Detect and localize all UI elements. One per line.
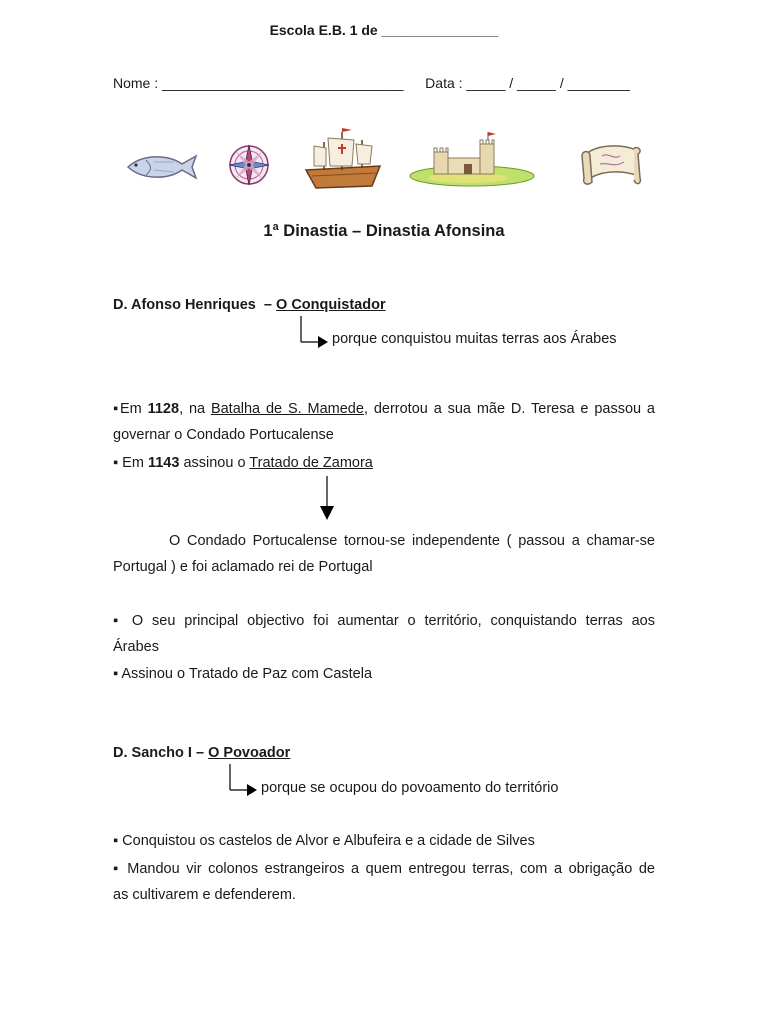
bullet: ▪ bbox=[113, 401, 120, 417]
paragraph-line: as cultivarem e defenderem. bbox=[113, 887, 296, 903]
king-heading bbox=[113, 292, 655, 318]
paragraph-line: Portugal ) e foi aclamado rei de Portugal bbox=[113, 559, 373, 575]
paragraph: ▪ Mandou vir colonos estrangeiros a quem entregou terras, com a obrigação de bbox=[113, 861, 655, 877]
scroll-map-icon bbox=[578, 140, 644, 190]
school-label: Escola E.B. 1 de bbox=[269, 22, 382, 38]
year: 1143 bbox=[147, 455, 180, 471]
date-sep: / bbox=[505, 75, 518, 91]
king-name: D. Afonso Henriques bbox=[113, 297, 256, 313]
date-blank-month: _____ bbox=[517, 75, 556, 91]
page-title: 1ª Dinastia – Dinastia Afonsina bbox=[263, 222, 505, 240]
name-blank: _______________________________ bbox=[162, 75, 404, 91]
paragraph bbox=[113, 396, 655, 422]
paragraph: O Condado Portucalense tornou-se independente ( passou a chamar-se bbox=[169, 533, 655, 549]
paragraph-line: Árabes bbox=[113, 639, 159, 655]
castle-icon bbox=[408, 132, 536, 188]
heading-sep: – bbox=[191, 745, 209, 761]
text: ▪ Em bbox=[113, 455, 148, 471]
text: assinou o bbox=[179, 455, 250, 471]
compass-rose-icon bbox=[224, 142, 274, 188]
text: Em bbox=[119, 401, 148, 417]
fish-icon bbox=[124, 150, 200, 184]
date-blank-year: ________ bbox=[567, 75, 630, 91]
text: , derrotou a sua mãe D. Teresa e passou a bbox=[363, 401, 655, 417]
caravel-ship-icon bbox=[302, 126, 386, 192]
king-heading bbox=[113, 740, 655, 766]
date-label: Data : bbox=[425, 75, 467, 91]
connector-arrow bbox=[298, 316, 332, 348]
king-name: D. Sancho I bbox=[113, 745, 192, 761]
paragraph: ▪ O seu principal objectivo foi aumentar o território, conquistando terras aos bbox=[113, 613, 655, 629]
down-arrow bbox=[319, 476, 335, 522]
heading-sep: – bbox=[259, 297, 277, 313]
year: 1128 bbox=[147, 401, 180, 417]
text: , na bbox=[179, 401, 211, 417]
epithet-reason: porque conquistou muitas terras aos Árabes bbox=[332, 331, 617, 347]
name-date-line bbox=[113, 70, 655, 96]
school-line bbox=[0, 22, 768, 38]
name-label: Nome : bbox=[113, 75, 163, 91]
date-sep: / bbox=[555, 75, 568, 91]
king-epithet: O Povoador bbox=[208, 745, 291, 761]
battle-name: Batalha de S. Mamede bbox=[210, 401, 364, 417]
paragraph: ▪ Assinou o Tratado de Paz com Castela bbox=[113, 666, 373, 682]
connector-arrow bbox=[227, 764, 261, 798]
epithet-reason: porque se ocupou do povoamento do território bbox=[261, 780, 559, 796]
paragraph bbox=[113, 450, 655, 476]
paragraph: ▪ Conquistou os castelos de Alvor e Albufeira e a cidade de Silves bbox=[113, 833, 535, 849]
king-epithet: O Conquistador bbox=[276, 297, 386, 313]
treaty-name: Tratado de Zamora bbox=[249, 455, 373, 471]
paragraph-line: governar o Condado Portucalense bbox=[113, 427, 334, 443]
school-blank: _______________ bbox=[381, 22, 499, 38]
date-blank-day: _____ bbox=[466, 75, 506, 91]
